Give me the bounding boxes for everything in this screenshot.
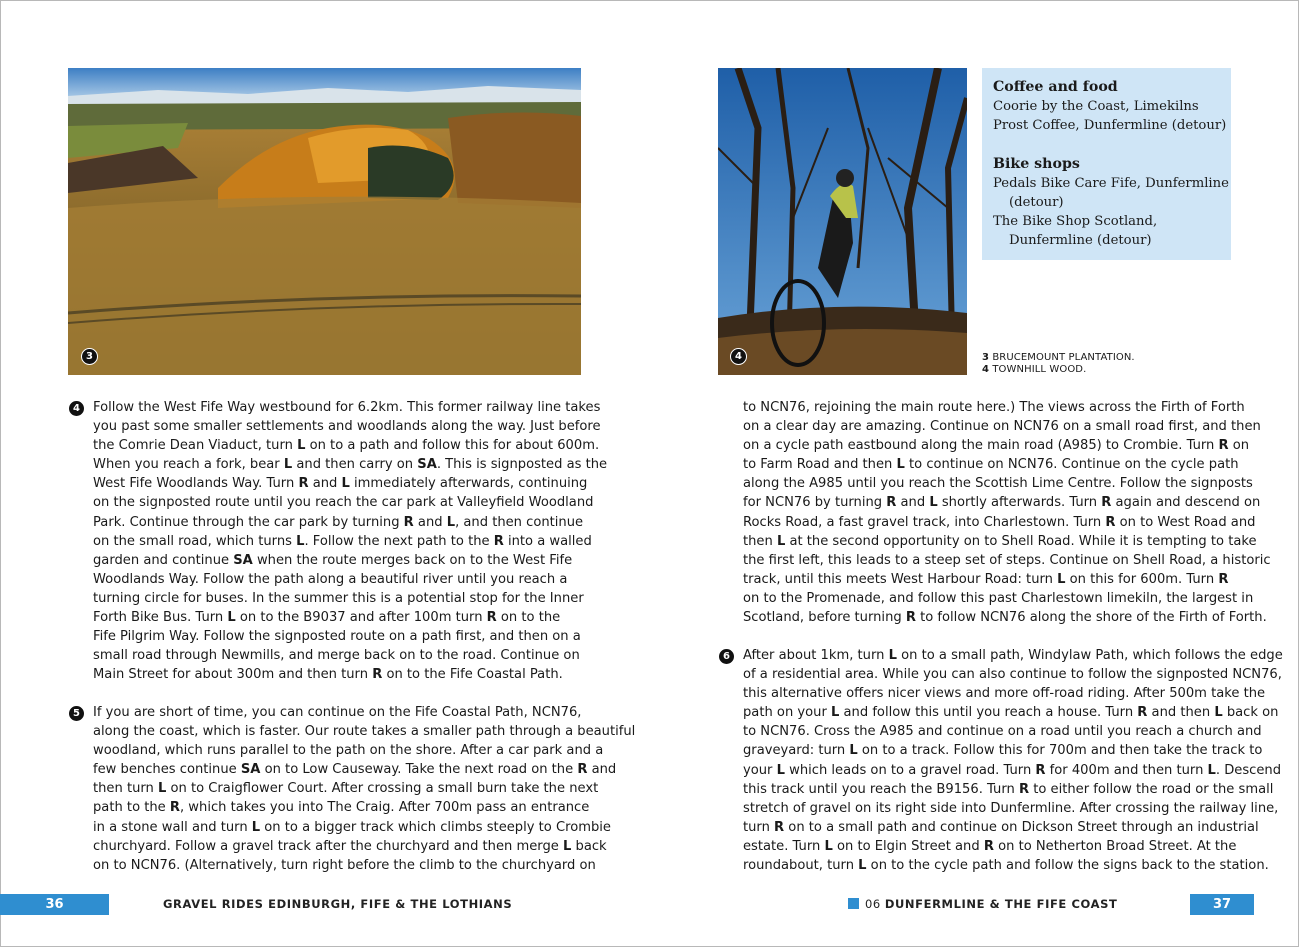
caption-number: 4 <box>982 364 990 375</box>
text-line: If you are short of time, you can continue on the Fife Coastal Path, NCN76, <box>93 705 582 720</box>
caption-number: 3 <box>982 352 990 363</box>
photo-townhill-wood <box>718 68 967 375</box>
chapter-square-icon <box>848 898 859 909</box>
photo-captions <box>982 352 1135 376</box>
text-line: of a residential area. While you can also continue to follow the signposted NCN76, <box>743 667 1282 683</box>
bike-shops-heading: Bike shops <box>993 155 1080 172</box>
text-line: to Farm Road and then L to continue on NCN76. Continue on the cycle path <box>743 457 1239 473</box>
landscape-photo <box>68 68 581 375</box>
coffee-heading: Coffee and food <box>993 79 1118 95</box>
photo-brucemount-plantation <box>68 68 581 375</box>
text-line: Fife Pilgrim Way. Follow the signposted route on a path first, and then on a <box>93 629 581 645</box>
text-line: small road through Newmills, and merge back on to the road. Continue on <box>93 648 580 664</box>
photo-3-number-badge: 3 <box>81 348 98 365</box>
step-6-text <box>743 646 1283 875</box>
text-line: this track until you reach the B9156. Turn R to either follow the road or the small <box>743 781 1274 797</box>
text-line: West Fife Woodlands Way. Turn R and L immediately afterwards, continuing <box>93 476 588 492</box>
step-5-text <box>93 703 635 875</box>
text-line: garden and continue SA when the route merges back on to the West Fife <box>93 552 573 568</box>
text-line: then turn L on to Craigflower Court. After crossing a small burn take the next <box>93 781 599 797</box>
caption-text: BRUCEMOUNT PLANTATION. <box>992 352 1135 363</box>
text-line: in a stone wall and turn L on to a bigger track which climbs steeply to Crombie <box>93 819 611 835</box>
text-line: When you reach a fork, bear L and then carry on SA. This is signposted as the <box>93 457 608 473</box>
text-line: the first left, this leads to a steep set of steps. Continue on Shell Road, a historic <box>743 552 1271 568</box>
text-line: along the coast, which is faster. Our route takes a smaller path through a beautiful <box>93 724 636 740</box>
step-6-marker: 6 <box>719 649 734 664</box>
text-line: path on your L and follow this until you reach a house. Turn R and then L back on <box>743 705 1279 721</box>
text-line: Scotland, before turning R to follow NCN76 along the shore of the Firth of Forth. <box>743 610 1267 626</box>
text-line: for NCN76 by turning R and L shortly afterwards. Turn R again and descend on <box>743 495 1261 511</box>
coffee-item: Coorie by the Coast, Limekilns <box>993 99 1199 115</box>
text-line: few benches continue SA on to Low Causeway. Take the next road on the R and <box>93 762 617 778</box>
text-line: the Comrie Dean Viaduct, turn L on to a path and follow this for about 600m. <box>93 438 600 454</box>
text-line: Forth Bike Bus. Turn L on to the B9037 and after 100m turn R on to the <box>93 610 561 626</box>
text-line: on to the Promenade, and follow this past Charlestown limekiln, the largest in <box>743 590 1254 606</box>
step-5-continued-text <box>743 398 1271 627</box>
info-box <box>982 68 1231 260</box>
left-page-number: 36 <box>0 894 109 915</box>
right-page-number: 37 <box>1190 894 1254 915</box>
text-line: to NCN76. Cross the A985 and continue on a road until you reach a church and <box>743 724 1262 740</box>
chapter-title: DUNFERMLINE & THE FIFE COAST <box>884 897 1118 911</box>
text-line: churchyard. Follow a gravel track after the churchyard and then merge L back <box>93 838 607 854</box>
text-line: turn R on to a small path and continue on Dickson Street through an industrial <box>743 819 1259 835</box>
text-line: on a clear day are amazing. Continue on NCN76 on a small road first, and then <box>743 419 1261 435</box>
step-4-text <box>93 398 607 684</box>
book-title: GRAVEL RIDES EDINBURGH, FIFE & THE LOTHIANS <box>163 897 513 911</box>
bike-shop-line: The Bike Shop Scotland, <box>993 214 1158 230</box>
bike-shop-line: (detour) <box>1009 195 1064 211</box>
text-line: Rocks Road, a fast gravel track, into Charlestown. Turn R on to West Road and <box>743 514 1256 530</box>
text-line: turning circle for buses. In the summer this is a potential stop for the Inner <box>93 590 584 606</box>
text-line: After about 1km, turn L on to a small path, Windylaw Path, which follows the edge <box>743 648 1283 663</box>
cyclist-photo <box>718 68 967 375</box>
coffee-item: Prost Coffee, Dunfermline (detour) <box>993 118 1227 134</box>
text-line: stretch of gravel on its right side into Dunfermline. After crossing the railway line, <box>743 800 1279 816</box>
text-line: on to NCN76. (Alternatively, turn right before the climb to the churchyard on <box>93 857 596 873</box>
text-line: your L which leads on to a gravel road. Turn R for 400m and then turn L. Descend <box>743 762 1282 778</box>
text-line: roundabout, turn L on to the cycle path and follow the signs back to the station. <box>743 858 1269 874</box>
caption-text: TOWNHILL WOOD. <box>992 364 1087 375</box>
text-line: this alternative offers nicer views and more off-road riding. After 500m take the <box>743 686 1266 702</box>
step-4-marker: 4 <box>69 401 84 416</box>
text-line: along the A985 until you reach the Scottish Lime Centre. Follow the signposts <box>743 476 1253 492</box>
step-5-marker: 5 <box>69 706 84 721</box>
text-line: on a cycle path eastbound along the main road (A985) to Crombie. Turn R on <box>743 438 1250 454</box>
bike-shop-line: Pedals Bike Care Fife, Dunfermline <box>993 175 1229 191</box>
text-line: then L at the second opportunity on to Shell Road. While it is tempting to take <box>743 533 1257 549</box>
text-line: to NCN76, rejoining the main route here.) The views across the Firth of Forth <box>743 400 1245 415</box>
text-line: woodland, which runs parallel to the path on the shore. After a car park and a <box>93 743 604 759</box>
text-line: you past some smaller settlements and woodlands along the way. Just before <box>93 419 601 435</box>
text-line: on the signposted route until you reach the car park at Valleyfield Woodland <box>93 495 594 511</box>
text-line: Main Street for about 300m and then turn R on to the Fife Coastal Path. <box>93 667 563 683</box>
text-line: estate. Turn L on to Elgin Street and R on to Netherton Broad Street. At the <box>743 838 1237 854</box>
text-line: track, until this meets West Harbour Road: turn L on this for 600m. Turn R <box>743 571 1229 587</box>
text-line: path to the R, which takes you into The Craig. After 700m pass an entrance <box>93 800 590 816</box>
text-line: graveyard: turn L on to a track. Follow this for 700m and then take the track to <box>743 743 1263 759</box>
bike-shop-line: Dunfermline (detour) <box>1009 233 1152 249</box>
chapter-heading <box>848 894 1117 915</box>
photo-4-number-badge: 4 <box>730 348 747 365</box>
chapter-number: 06 <box>865 897 881 911</box>
text-line: Park. Continue through the car park by turning R and L, and then continue <box>93 514 584 530</box>
text-line: Follow the West Fife Way westbound for 6.2km. This former railway line takes <box>93 400 601 415</box>
text-line: Woodlands Way. Follow the path along a beautiful river until you reach a <box>93 571 568 587</box>
text-line: on the small road, which turns L. Follow the next path to the R into a walled <box>93 533 592 549</box>
